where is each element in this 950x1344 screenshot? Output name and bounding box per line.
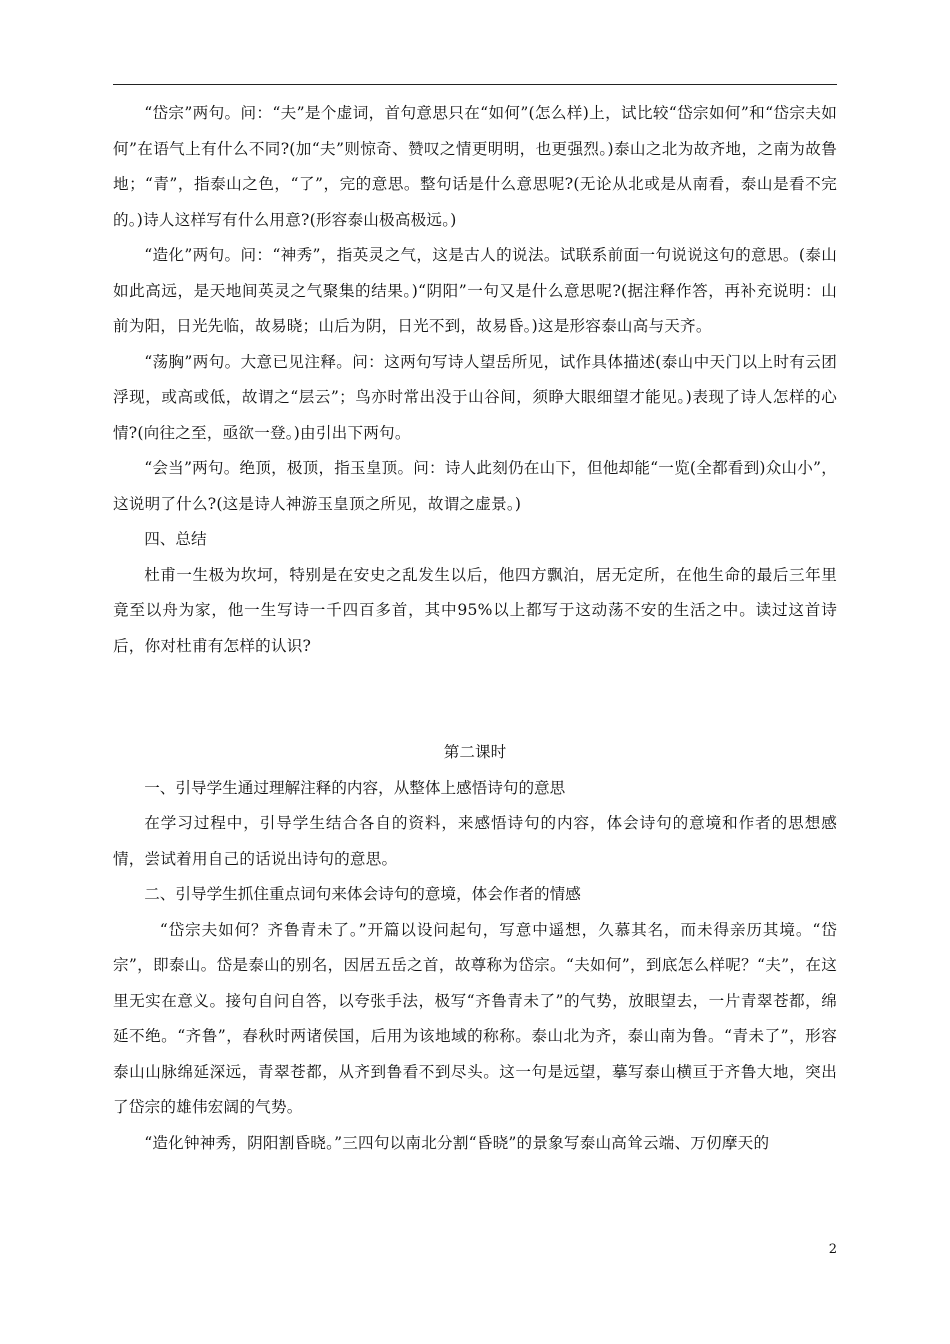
paragraph-summary: 杜甫一生极为坎坷，特别是在安史之乱发生以后，他四方飘泊，居无定所，在他生命的最后三年里竟至以舟为家，他一生写诗一千四百多首，其中95%以上都写于这动荡不安的生活之中。读过这首诗后，你对杜甫有怎样的认识? (113, 565, 837, 655)
paragraph-huidang: “会当”两句。绝顶，极顶，指玉皇顶。问：诗人此刻仍在山下，但他却能“一览(全都看到)众山小”，这说明了什么?(这是诗人神游玉皇顶之所见，故谓之虚景。) (113, 459, 837, 513)
paragraph-understand: 在学习过程中，引导学生结合各自的资料，来感悟诗句的内容，体会诗句的意境和作者的思想感情，尝试着用自己的话说出诗句的意思。 (113, 814, 837, 868)
section-heading-summary: 四、总结 (144, 530, 207, 548)
paragraph-first-couplet: “岱宗夫如何？齐鲁青未了。”开篇以设问起句，写意中遥想，久慕其名，而未得亲历其境。“岱宗”，即泰山。岱是泰山的别名，因居五岳之首，故尊称为岱宗。“夫如何”，到底怎么样呢？“夫”，在这里无实在意义。接句自问自答，以夸张手法，极写“齐鲁青未了”的气势，放眼望去，一片青翠苍都，绵延不绝。“齐鲁”，春秋时两诸侯国，后用为该地域的称称。泰山北为齐，泰山南为鲁。“青未了”，形容泰山山脉绵延深远，青翠苍都，从齐到鲁看不到尽头。这一句是远望，摹写泰山横亘于齐鲁大地，突出了岱宗的雄伟宏阔的气势。 (113, 920, 837, 1116)
section-heading-keywords: 二、引导学生抓住重点词句来体会诗句的意境，体会作者的情感 (144, 885, 581, 903)
document-body (113, 96, 837, 1161)
section-heading-understand: 一、引导学生通过理解注释的内容，从整体上感悟诗句的意思 (144, 778, 566, 797)
paragraph-zaohua: “造化”两句。问：“神秀”，指英灵之气，这是古人的说法。试联系前面一句说说这句的意思。(泰山如此高远，是天地间英灵之气聚集的结果。)“阴阳”一句又是什么意思呢?(据注释作答，再补充说明：山前为阳，日光先临，故易晓；山后为阴，日光不到，故易昏。)这是形容泰山高与天齐。 (113, 246, 837, 335)
lesson-title: 第二课时 (443, 743, 507, 761)
header-rule (113, 84, 837, 85)
paragraph-dangxiong: “荡胸”两句。大意已见注释。问：这两句写诗人望岳所见，试作具体描述(泰山中天门以上时有云团浮现，或高或低，故谓之“层云”；鸟亦时常出没于山谷间，须睁大眼细望才能见。)表现了诗人怎样的心情?(向往之至，亟欲一登。)由引出下两句。 (113, 352, 837, 442)
paragraph-daizong: “岱宗”两句。问：“夫”是个虚词，首句意思只在“如何”(怎么样)上，试比较“岱宗如何”和“岱宗夫如何”在语气上有什么不同?(加“夫”则惊奇、赞叹之情更明明，也更强烈。)泰山之北为故齐地，之南为故鲁地；“青”，指泰山之色，“了”，完的意思。整句话是什么意思呢?(无论从北或是从南看，泰山是看不完的。)诗人这样写有什么用意?(形容泰山极高极远。) (113, 104, 837, 229)
page-number: 2 (828, 1242, 837, 1257)
paragraph-second-couplet: “造化钟神秀，阴阳割昏晓。”三四句以南北分割“昏晓”的景象写泰山高耸云端、万仞摩天的 (144, 1133, 770, 1152)
